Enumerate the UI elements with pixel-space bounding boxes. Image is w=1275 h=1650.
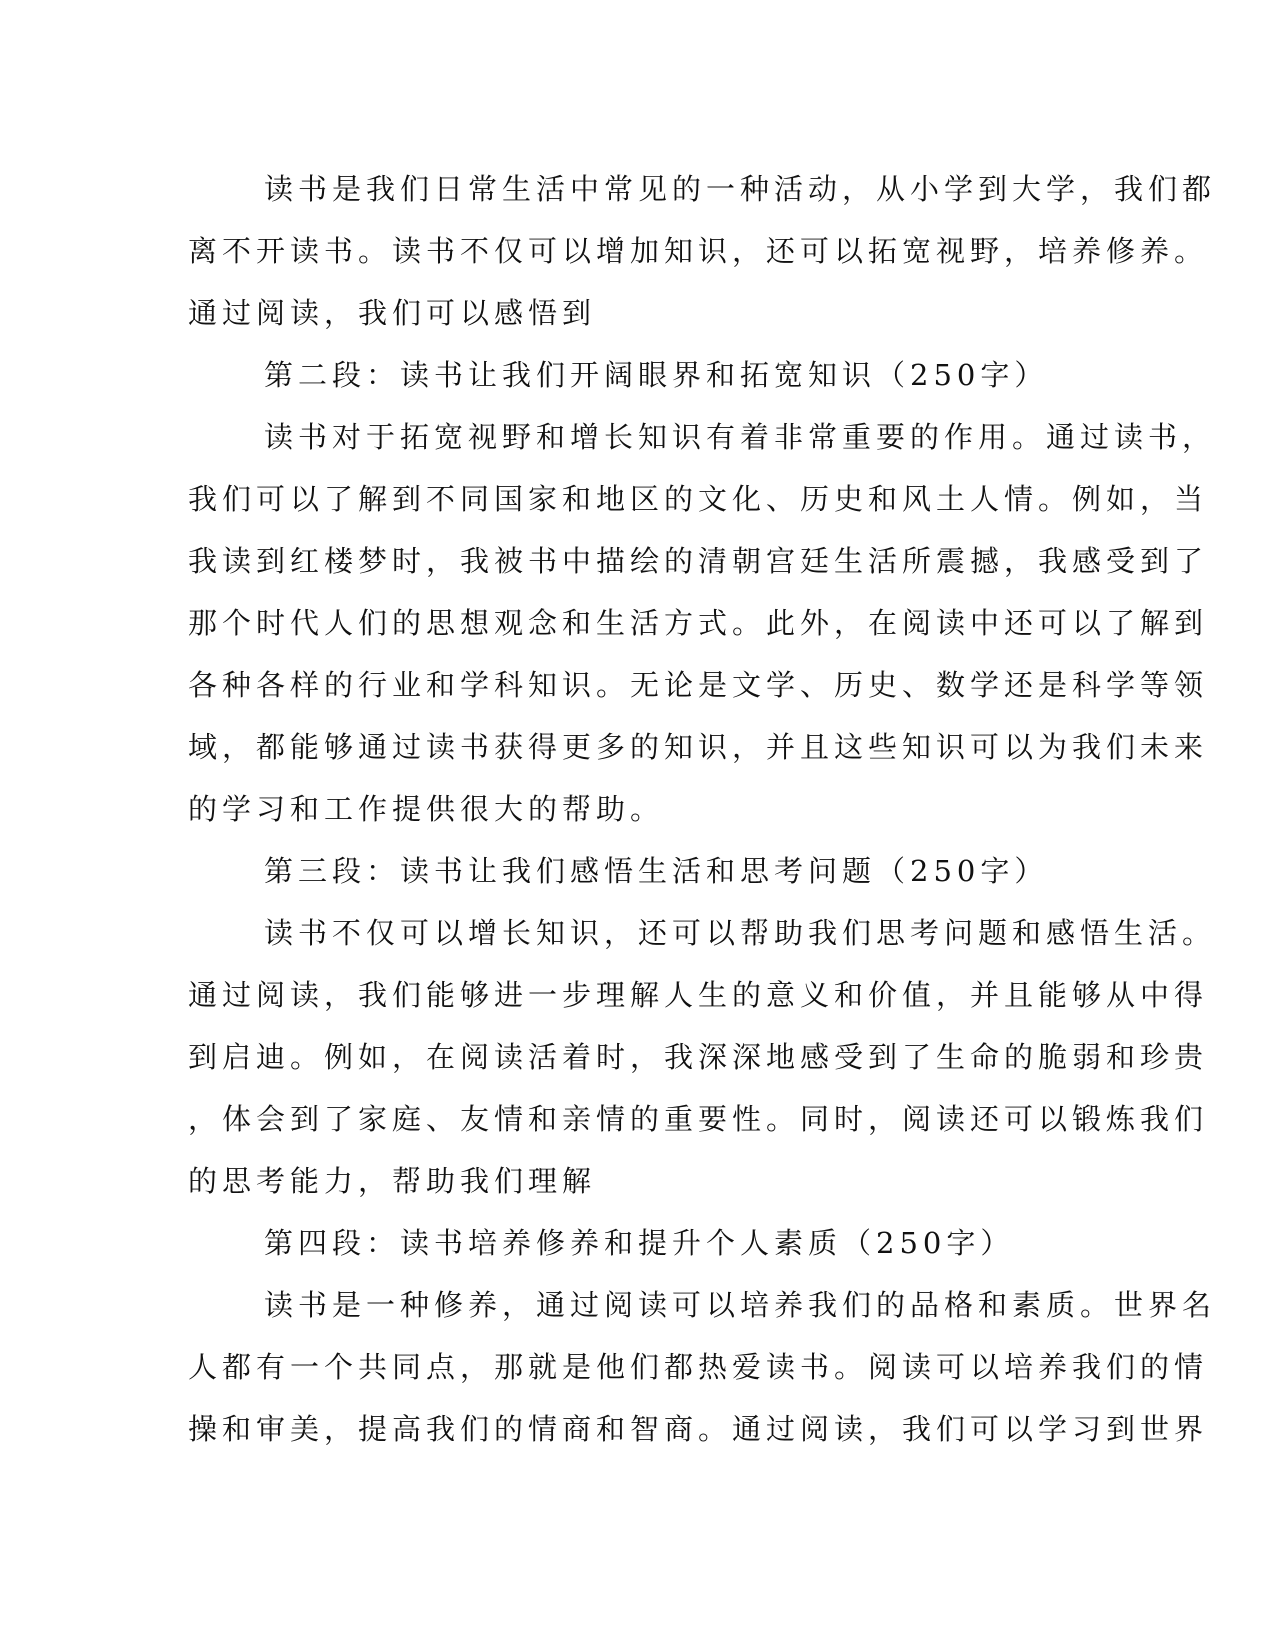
- text-line: 的思考能力，帮助我们理解: [188, 1164, 597, 1198]
- heading-line: 第三段：读书让我们感悟生活和思考问题（250字）: [264, 854, 1049, 888]
- text-line: 各种各样的行业和学科知识。无论是文学、历史、数学还是科学等领: [188, 668, 1209, 702]
- paragraph-section-3: [188, 902, 1217, 1212]
- text-line: 域，都能够通过读书获得更多的知识，并且这些知识可以为我们未来: [188, 730, 1209, 764]
- text-line: 读书不仅可以增长知识，还可以帮助我们思考问题和感悟生活。: [264, 916, 1217, 950]
- paragraph-intro: [188, 158, 1217, 344]
- document-body: [188, 158, 1217, 1460]
- text-line: 我读到红楼梦时，我被书中描绘的清朝宫廷生活所震撼，我感受到了: [188, 544, 1209, 578]
- text-line: 那个时代人们的思想观念和生活方式。此外，在阅读中还可以了解到: [188, 606, 1209, 640]
- text-line: 人都有一个共同点，那就是他们都热爱读书。阅读可以培养我们的情: [188, 1350, 1209, 1384]
- text-line: 我们可以了解到不同国家和地区的文化、历史和风土人情。例如，当: [188, 482, 1209, 516]
- text-line: 通过阅读，我们能够进一步理解人生的意义和价值，并且能够从中得: [188, 978, 1209, 1012]
- heading-line: 第二段：读书让我们开阔眼界和拓宽知识（250字）: [264, 358, 1049, 392]
- text-line: 读书是一种修养，通过阅读可以培养我们的品格和素质。世界名: [264, 1288, 1217, 1322]
- text-line: 离不开读书。读书不仅可以增加知识，还可以拓宽视野，培养修养。: [188, 234, 1209, 268]
- section-heading-2: [188, 344, 1078, 406]
- text-line: ，体会到了家庭、友情和亲情的重要性。同时，阅读还可以锻炼我们: [188, 1102, 1209, 1136]
- heading-line: 第四段：读书培养修养和提升个人素质（250字）: [264, 1226, 1015, 1260]
- text-line: 操和审美，提高我们的情商和智商。通过阅读，我们可以学习到世界: [188, 1412, 1209, 1446]
- paragraph-section-2: [188, 406, 1217, 840]
- text-line: 通过阅读，我们可以感悟到: [188, 296, 597, 330]
- paragraph-section-4: [188, 1274, 1217, 1460]
- text-line: 读书是我们日常生活中常见的一种活动，从小学到大学，我们都: [264, 172, 1217, 206]
- text-line: 的学习和工作提供很大的帮助。: [188, 792, 665, 826]
- section-heading-3: [188, 840, 1078, 902]
- text-line: 到启迪。例如，在阅读活着时，我深深地感受到了生命的脆弱和珍贵: [188, 1040, 1209, 1074]
- text-line: 读书对于拓宽视野和增长知识有着非常重要的作用。通过读书，: [264, 420, 1217, 454]
- section-heading-4: [188, 1212, 1078, 1274]
